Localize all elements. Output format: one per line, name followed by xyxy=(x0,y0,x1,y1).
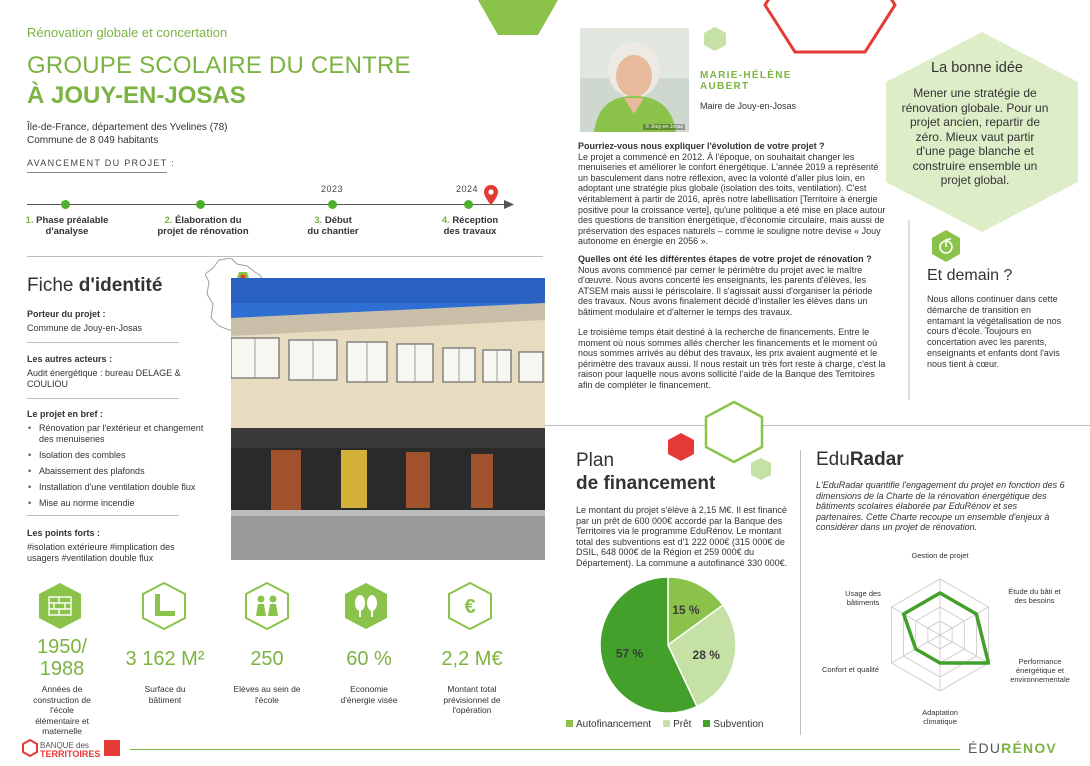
timeline-step-2-line1: Élaboration du xyxy=(175,215,242,226)
financing-pie-chart xyxy=(598,575,738,715)
eduradar-title xyxy=(816,449,904,471)
interview-answer-2: Nous avons commencé par cerner le périmètre du projet avec le maître d'œuvre. Nous avons concerté les enseignants, les parents d'élèves, les ATSEM mais aussi le périscolaire. Il s'agissait aussi d'organiser la période des travaux. Nous avons finalement décidé d'installer les élèves dans un bâtiment modulaire et d'alterner le temps des travaux. xyxy=(578,264,873,317)
fiche-separator-3 xyxy=(27,515,179,516)
timeline-label-underline xyxy=(27,172,167,173)
bonne-idee-text: Mener une stratégie de rénovation globale. Pour un projet ancien, repartir de zéro. Mieux vaut partir d'une page blanche et construire ensemble un projet global. xyxy=(901,86,1049,187)
timeline-step-2-line2: projet de rénovation xyxy=(157,226,249,237)
location-population: Commune de 8 049 habitants xyxy=(27,135,159,146)
plan-title-line1: Plan xyxy=(576,450,615,471)
interview-block-1 xyxy=(578,141,886,247)
edurenov-logo-b: RÉNOV xyxy=(1001,740,1057,756)
bref-item: • Rénovation par l'extérieur et changement des menuiseries xyxy=(27,423,207,445)
sprout-icon xyxy=(929,229,963,263)
page-title-line2: À JOUY-EN-JOSAS xyxy=(27,82,246,109)
fiche-acteurs xyxy=(27,354,192,390)
timeline-year-2023: 2023 xyxy=(321,184,344,194)
bref-item: • Mise au norme incendie xyxy=(27,498,207,509)
timeline-step-3 xyxy=(298,215,368,237)
acteurs-label: Les autres acteurs : xyxy=(27,354,113,364)
edurenov-logo-a: ÉDU xyxy=(968,740,1002,756)
pie-label: 15 % xyxy=(672,602,700,617)
interview-block-2 xyxy=(578,254,886,318)
top-green-hexagon xyxy=(478,0,558,40)
children-icon xyxy=(244,582,290,630)
mayor-role: Maire de Jouy-en-Josas xyxy=(700,101,797,111)
timeline-step-3-line1: Début xyxy=(324,215,352,226)
legend-item-autofinancement xyxy=(566,719,651,730)
timeline-step-1-line1: Phase préalable xyxy=(36,215,109,226)
eduradar-text: L'EduRadar quantifie l'engagement du projet en fonction des 6 dimensions de la Charte de la rénovation énergétique des bâtiments scolaires élaborée par EduRénov et ses partenaires. Cette Charte recoupe un ensemble d'enjeux à considérer dans un projet de rénovation. xyxy=(816,480,1065,533)
bref-item: • Installation d'une ventilation double flux xyxy=(27,482,207,493)
radar-label-performance: Performance énergétique et environnementale xyxy=(1010,657,1070,684)
legend-swatch xyxy=(703,720,710,727)
mayor-name xyxy=(700,70,792,92)
eduradar-title-light: Edu xyxy=(816,449,850,470)
page-title-line1: GROUPE SCOLAIRE DU CENTRE xyxy=(27,52,411,79)
timeline-step-1-line2: d'analyse xyxy=(45,226,89,237)
photo-credit: © Jouy-en-Josas xyxy=(645,124,683,130)
fiche-forts xyxy=(27,528,202,564)
fiche-title-bold: d'identité xyxy=(78,275,163,296)
legend-item-pret xyxy=(663,719,691,730)
interview-answer-1: Le projet a commencé en 2012. À l'époque, on souhaitait changer les menuiseries et améliorer le confort énergétique. L'année 2019 a représenté un basculement dans notre réflexion, avec la volonté d'aller plus loin, en adoptant une stratégie plus globale (isolation des toits, ventilation). C'est véritablement à partir de 2016, après notre labellisation [Territoire à énergie positive pour la croissance verte], qu'une politique a été mise en place autour des questions de transition énergétique, d'économie circulaire, mais aussi de préservation des espaces naturels – comme le souligne notre devise « Jouy autonome en énergie en 2056 ». xyxy=(578,151,886,247)
kicker: Rénovation globale et concertation xyxy=(27,25,228,40)
timeline-dot-4 xyxy=(464,200,473,209)
location-pin-icon xyxy=(484,185,498,205)
fiche-separator-1 xyxy=(27,342,179,343)
footer-line xyxy=(130,749,960,750)
kpi-value-years: 1950/ 1988 xyxy=(36,636,88,680)
small-green-hexagon xyxy=(702,26,728,52)
timeline-step-4-num: 4. xyxy=(441,215,450,226)
pie-label: 57 % xyxy=(615,646,644,661)
legend-label: Autofinancement xyxy=(576,719,652,730)
kpi-label-surface: Surface du bâtiment xyxy=(144,684,186,705)
fiche-separator-2 xyxy=(27,398,179,399)
banque-territoires-logo xyxy=(40,741,100,759)
location xyxy=(27,121,227,147)
eduradar-chart xyxy=(870,565,1010,705)
mayor-name-line2: AUBERT xyxy=(700,81,750,92)
timeline-dot-2 xyxy=(196,200,205,209)
section-divider-left xyxy=(27,256,543,257)
edurenov-logo xyxy=(968,740,1057,756)
interview-question-2: Quelles ont été les différentes étapes de votre projet de rénovation ? xyxy=(578,254,872,264)
fiche-title-light: Fiche xyxy=(27,275,79,296)
plan-small-hexagon xyxy=(750,457,772,481)
radar-label-confort: Confort et qualité xyxy=(821,665,880,674)
interview-question-1: Pourriez-vous nous expliquer l'évolution de votre projet ? xyxy=(578,141,825,151)
pie-label: 28 % xyxy=(692,647,720,662)
bdt-line2: TERRITOIRES xyxy=(40,749,101,759)
bref-item: • Abaissement des plafonds xyxy=(27,466,207,477)
timeline-step-4-line1: Réception xyxy=(452,215,499,226)
section-divider-vertical xyxy=(800,450,801,735)
kpi-value-surface: 3 162 M² xyxy=(125,648,205,670)
mayor-portrait-photo xyxy=(580,28,689,132)
eduradar-title-bold: Radar xyxy=(849,449,904,470)
timeline-step-2 xyxy=(148,215,258,237)
timeline-dot-3 xyxy=(328,200,337,209)
kpi-value-amount: 2,2 M€ xyxy=(441,648,503,670)
bref-item: • Isolation des combles xyxy=(27,450,207,461)
porteur-label: Porteur du projet : xyxy=(27,309,106,319)
trees-icon xyxy=(343,582,389,630)
pie-legend xyxy=(566,719,763,730)
timeline-step-3-num: 3. xyxy=(314,215,323,226)
svg-text:€: € xyxy=(464,596,476,618)
euro-icon xyxy=(447,582,493,630)
bref-label: Le projet en bref : xyxy=(27,409,104,419)
mayor-name-line1: MARIE-HÉLÈNE xyxy=(700,70,792,81)
bonne-idee-title: La bonne idée xyxy=(931,60,1023,76)
caisse-depots-logo xyxy=(104,740,120,756)
bref-list xyxy=(27,423,207,509)
section-divider-right xyxy=(545,425,1090,426)
kpi-label-energy: Economie d'énergie visée xyxy=(340,684,398,705)
radar-score-shape xyxy=(904,593,989,663)
location-region: Île-de-France, département des Yvelines (78) xyxy=(27,122,228,133)
kpi-label-years: Années de construction de l'école élémentaire et maternelle xyxy=(33,684,91,736)
legend-swatch xyxy=(566,720,573,727)
timeline-step-4 xyxy=(430,215,510,237)
acteurs-value: Audit énergétique : bureau DELAGE & COULIOU xyxy=(27,368,181,389)
radar-label-adaptation: Adaptation climatique xyxy=(922,708,958,726)
timeline-step-1-num: 1. xyxy=(25,215,34,226)
ruler-icon xyxy=(141,582,187,630)
banque-territoires-logo-icon xyxy=(22,739,38,757)
timeline-year-2024: 2024 xyxy=(456,184,479,194)
interview-block-3 xyxy=(578,327,886,391)
forts-value: #isolation extérieure #implication des usagers #ventilation double flux xyxy=(27,542,175,563)
top-red-hexagon xyxy=(385,0,425,10)
plan-title xyxy=(576,449,715,495)
kpi-label-students: Elèves au sein de l'école xyxy=(233,684,301,705)
legend-item-subvention xyxy=(703,719,763,730)
radar-label-usage: Usage des bâtiments xyxy=(845,589,881,607)
demain-text: Nous allons continuer dans cette démarche de transition en entamant la végétalisation de nos cours d'école. Toujours en concertation avec les parents, enseignants et enfants dont l'avis nous tient à cœur. xyxy=(927,294,1062,369)
plan-title-line2: de financement xyxy=(576,473,716,494)
plan-text: Le montant du projet s'élève à 2,15 M€. Il est financé par un prêt de 600 000€ accordé par la Banque des Territoires via le programme EduRénov. Le montant total des subventions est d'1 222 000€ (315 000€ de DSIL, 648 000€ de la Région et 259 000€ du Département). La commune a autofinancé 330 000€. xyxy=(576,505,788,568)
fiche-title xyxy=(27,275,162,297)
radar-label-gestion: Gestion de projet xyxy=(911,551,969,560)
timeline-step-1 xyxy=(22,215,112,237)
bricks-icon xyxy=(37,582,83,630)
timeline-label: AVANCEMENT DU PROJET : xyxy=(27,158,175,168)
interview-answer-3: Le troisième temps était destiné à la recherche de financements. Entre le moment où nous sommes allés chercher les financements et le moment où nous sommes arrivés au début des travaux, les prix avaient augmenté et le périmètre des travaux aussi. Il nous restait un très fort reste à charge, c'est la raison pour laquelle nous avons sollicité l'aide de la Banque des Territoires afin de compléter le financement. xyxy=(578,327,886,390)
timeline-dot-1 xyxy=(61,200,70,209)
fiche-bref xyxy=(27,409,207,514)
bdt-line1: BANQUE des xyxy=(40,741,89,750)
timeline-line xyxy=(27,204,508,205)
legend-swatch xyxy=(663,720,670,727)
porteur-value: Commune de Jouy-en-Josas xyxy=(27,323,143,333)
forts-label: Les points forts : xyxy=(27,528,101,538)
timeline-step-4-line2: des travaux xyxy=(443,226,497,237)
kpi-value-students: 250 xyxy=(250,648,284,670)
school-building-photo xyxy=(231,278,545,560)
demain-title: Et demain ? xyxy=(927,267,1013,284)
kpi-label-amount: Montant total prévisionnel de l'opération xyxy=(443,684,501,715)
legend-label: Prêt xyxy=(673,719,692,730)
fiche-porteur xyxy=(27,309,197,334)
radar-label-etude: Étude du bâti et des besoins xyxy=(1008,587,1061,605)
timeline-arrow xyxy=(504,200,514,209)
legend-label: Subvention xyxy=(713,719,764,730)
timeline-step-3-line2: du chantier xyxy=(307,226,359,237)
kpi-value-energy: 60 % xyxy=(346,648,392,670)
timeline-step-2-num: 2. xyxy=(164,215,173,226)
